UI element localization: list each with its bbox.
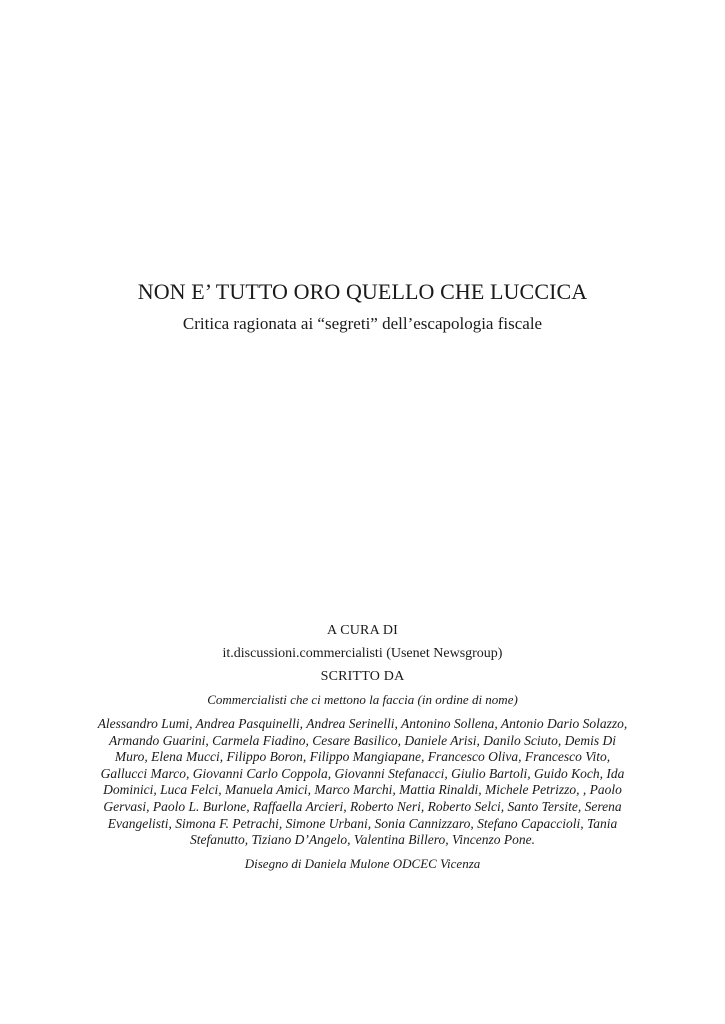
document-subtitle: Critica ragionata ai “segreti” dell’escapologia fiscale: [182, 314, 543, 333]
document-title: NON E’ TUTTO ORO QUELLO CHE LUCCICA: [137, 279, 588, 304]
credits-block: [92, 621, 633, 873]
scritto-da-label: SCRITTO DA: [320, 669, 405, 684]
authors-list: Alessandro Lumi, Andrea Pasquinelli, Andrea Serinelli, Antonino Sollena, Antonio Dario Solazzo, Armando Guarini, Carmela Fiadino, Cesare Basilico, Daniele Arisi, Danilo Sciuto, Demis Di Muro, Elena Mucci, Filippo Boron, Filippo Mangiapane, Francesco Oliva, Francesco Vito, Gallucci Marco, Giovanni Carlo Coppola, Giovanni Stefanacci, Giulio Bartoli, Guido Koch, Ida Dominici, Luca Felci, Manuela Amici, Marco Marchi, Mattia Rinaldi, Michele Petrizzo, , Paolo Gervasi, Paolo L. Burlone, Raffaella Arcieri, Roberto Neri, Roberto Selci, Santo Tersite, Serena Evangelisti, Simona F. Petrachi, Simone Urbani, Sonia Cannizzaro, Stefano Capaccioli, Tania Stefanutto, Tiziano D’Angelo, Valentina Billero, Vincenzo Pone.: [97, 716, 628, 848]
a-cura-di-label: A CURA DI: [326, 623, 399, 638]
organization-name: it.discussioni.commercialisti (Usenet Newsgroup): [222, 646, 503, 661]
authors-intro: Commercialisti che ci mettono la faccia (in ordine di nome): [207, 692, 518, 707]
design-credit: Disegno di Daniela Mulone ODCEC Vicenza: [244, 855, 481, 871]
